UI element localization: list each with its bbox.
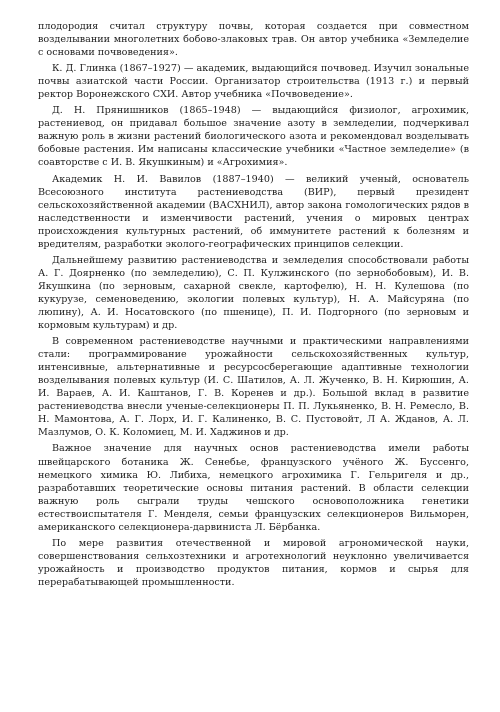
paragraph: Д. Н. Прянишников (1865–1948) — выдающийся физиолог, агрохимик, растениевод, он придавал большое значение азоту в земледелии, подчеркивал важную роль в жизни растений биологического азота и рекомендовал возделывать бобовые растения. Им написаны классические учебники «Частное земледелие» (в соавторстве с И. В. Якушкиным) и «Агрохимия». xyxy=(38,105,469,169)
paragraph: Академик Н. И. Вавилов (1887–1940) — великий ученый, основатель Всесоюзного института растениеводства (ВИР), первый президент сельскохозяйственной академии (ВАСХНИЛ), автор закона гомологических рядов в наследственности и изменчивости растений, учения о мировых центрах происхождения культурных растений, об иммунитете растений к болезням и вредителям, разработки эколого-географических принципов селекции. xyxy=(38,173,469,250)
paragraph: Важное значение для научных основ растениеводства имели работы швейцарского ботаника Ж. Сенебье, французского учёного Ж. Буссенго, немецкого химика Ю. Либиха, немецкого агрохимика Г. Гельригеля и др., разработавших теоретические основы питания растений. В области селекции важную роль сыграли труды чешского основоположника генетики естествоиспытателя Г. Менделя, семьи французских селекционеров Вильморен, американского селекционера-дарвиниста Л. Бёрбанка. xyxy=(38,443,469,533)
paragraph: В современном растениеводстве научными и практическими направлениями стали: программирование урожайности сельскохозяйственных культур, интенсивные, альтернативные и ресурсосберегающие адаптивные технологии возделывания полевых культур (И. С. Шатилов, А. Л. Жученко, В. Н. Кирюшин, А. И. Вараев, А. И. Каштанов, Г. В. Коренев и др.). Большой вклад в развитие растениеводства внесли ученые-селекционеры П. П. Лукьяненко, В. Н. Ремесло, В. Н. Мамонтова, А. Г. Лорх, И. Г. Калиненко, В. С. Пустовойт, Л А. Жданов, А. Л. Мазлумов, О. К. Коломиец, М. И. Хаджинов и др. xyxy=(38,336,469,439)
paragraph: По мере развития отечественной и мировой агрономической науки, совершенствования сельхозтехники и агротехнологий неуклонно увеличивается урожайность и производство продуктов питания, кормов и сырья для перерабатывающей промышленности. xyxy=(38,537,469,588)
paragraph: плодородия считал структуру почвы, которая создается при совместном возделывании многолетних бобово-злаковых трав. Он автор учебника «Земледелие с основами почвоведения». xyxy=(38,21,469,59)
paragraph: Дальнейшему развитию растениеводства и земледелия способствовали работы А. Г. Доярненко (по земледелию), С. П. Кулжинского (по зернобобовым), И. В. Якушкина (по зерновым, сахарной свекле, картофелю), Н. Н. Кулешова (по кукурузе, семеноведению, экологии полевых культур), Н. А. Майсуряна (по люпину), А. И. Носатовского (по пшенице), П. И. Подгорного (по зерновым и кормовым культурам) и др. xyxy=(38,254,469,332)
paragraph: К. Д. Глинка (1867–1927) — академик, выдающийся почвовед. Изучил зональные почвы азиатской части России. Организатор строительства (1913 г.) и первый ректор Воронежского СХИ. Автор учебника «Почвоведение». xyxy=(38,63,469,101)
document-page xyxy=(38,20,469,592)
